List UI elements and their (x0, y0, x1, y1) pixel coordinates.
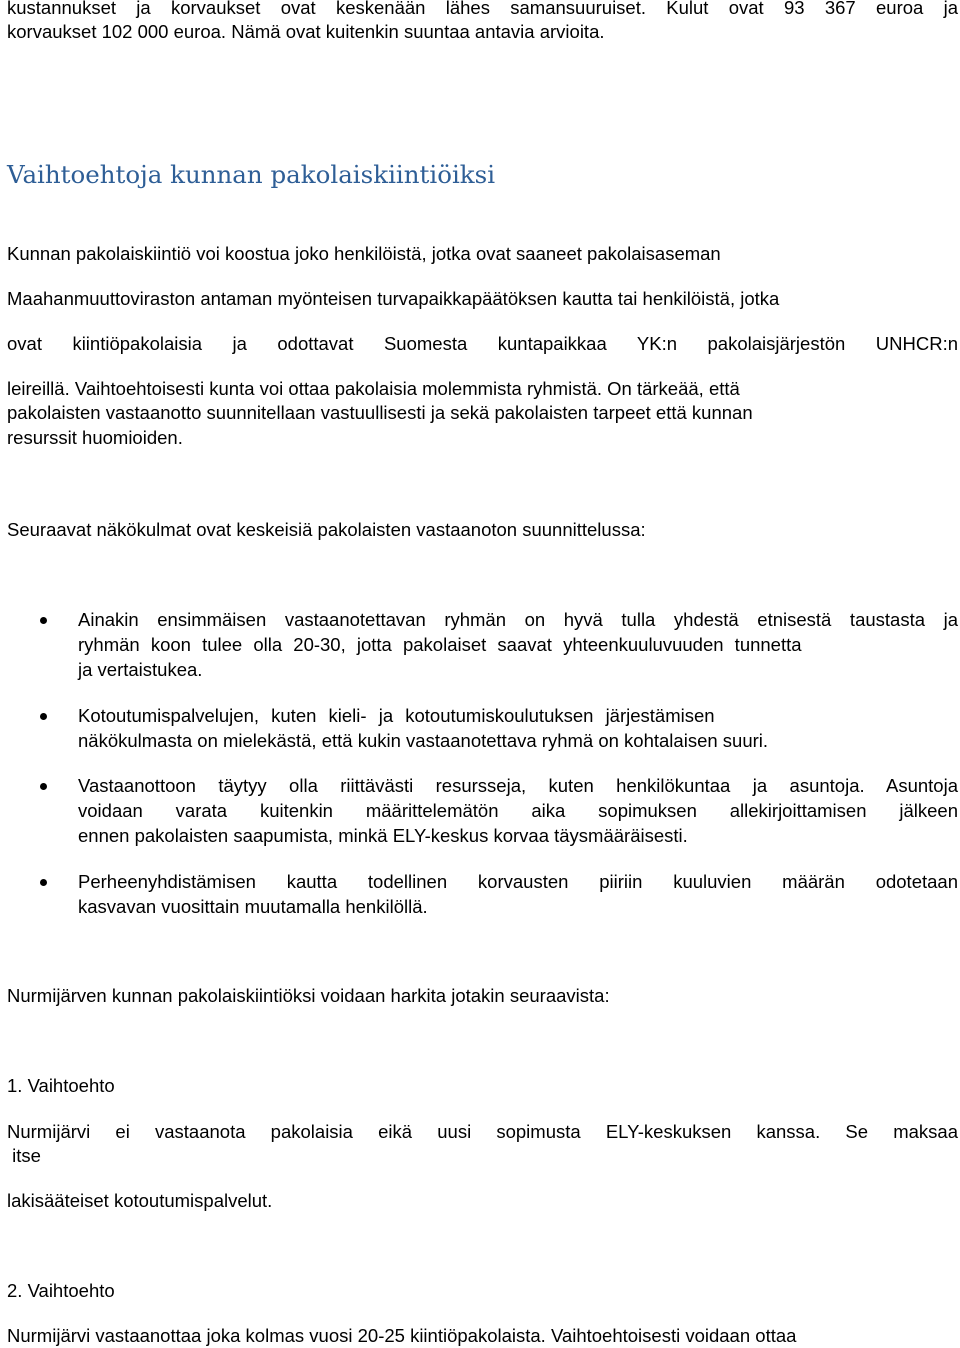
bullet-dot-icon (40, 617, 47, 624)
bullet-3-line-3: ennen pakolaisten saapumista, minkä ELY-keskus korvaa täysmääräisesti. (78, 825, 688, 846)
bullet-1-line-1: Ainakin ensimmäisen vastaanotettavan ryhmän on hyvä tulla yhdestä etnisestä taustasta ja (78, 609, 958, 630)
bullet-4-line-1: Perheenyhdistämisen kautta todellinen korvausten piiriin kuuluvien määrän odotetaan (78, 871, 958, 892)
para1-line-3: ovat kiintiöpakolaisia ja odottavat Suomesta kuntapaikkaa YK:n pakolaisjärjestön UNHCR:n (7, 333, 958, 354)
bullet-dot-icon (40, 713, 47, 720)
bullet-1-line-3: ja vertaistukea. (78, 659, 203, 680)
option2-title: 2. Vaihtoehto (7, 1280, 115, 1301)
intro-line-1: kustannukset ja korvaukset ovat keskenään lähes samansuuruiset. Kulut ovat 93 367 euroa ja (7, 0, 958, 18)
bullet-item-2 (78, 703, 958, 753)
section-heading: Vaihtoehtoja kunnan pakolaiskiintiöiksi (7, 160, 496, 189)
para3-text: Nurmijärven kunnan pakolaiskiintiöksi voidaan harkita jotakin seuraavista: (7, 985, 610, 1006)
para2-text: Seuraavat näkökulmat ovat keskeisiä pakolaisten vastaanoton suunnittelussa: (7, 519, 646, 540)
para1-line-6: resurssit huomioiden. (7, 427, 183, 448)
bullet-4-line-2: kasvavan vuosittain muutamalla henkilöllä. (78, 896, 428, 917)
bullet-2-line-2: näkökulmasta on mielekästä, että kukin vastaanotettava ryhmä on kohtalaisen suuri. (78, 730, 769, 751)
para1-line-2: Maahanmuuttoviraston antaman myönteisen turvapaikkapäätöksen kautta tai henkilöistä, jotka (7, 288, 780, 309)
para1-line-4: leireillä. Vaihtoehtoisesti kunta voi ottaa pakolaisia molemmista ryhmistä. On tärkeää, että (7, 378, 740, 399)
option1-line-1: Nurmijärvi ei vastaanota pakolaisia eikä uusi sopimusta ELY-keskuksen kanssa. Se maksaa (7, 1121, 958, 1142)
bullet-dot-icon (40, 879, 47, 886)
para1-line-5: pakolaisten vastaanotto suunnitellaan vastuullisesti ja sekä pakolaisten tarpeet että kunnan (7, 402, 753, 423)
bullet-item-4 (78, 869, 958, 919)
option1-line-2: itse (7, 1145, 41, 1166)
bullet-3-line-1: Vastaanottoon täytyy olla riittävästi resursseja, kuten henkilökuntaa ja asuntoja. Asuntoja (78, 775, 958, 796)
bullet-item-3 (78, 773, 958, 848)
bullet-dot-icon (40, 783, 47, 790)
option1-line-3: lakisääteiset kotoutumispalvelut. (7, 1190, 273, 1211)
bullet-3-line-2: voidaan varata kuitenkin määrittelemätön aika sopimuksen allekirjoittamisen jälkeen (78, 800, 958, 821)
intro-line-2: korvaukset 102 000 euroa. Nämä ovat kuitenkin suuntaa antavia arvioita. (7, 21, 605, 42)
option1-title: 1. Vaihtoehto (7, 1075, 115, 1096)
para1-line-1: Kunnan pakolaiskiintiö voi koostua joko henkilöistä, jotka ovat saaneet pakolaisaseman (7, 243, 721, 264)
bullet-item-1 (78, 607, 958, 682)
option2-line-1: Nurmijärvi vastaanottaa joka kolmas vuosi 20-25 kiintiöpakolaista. Vaihtoehtoisesti voidaan ottaa (7, 1325, 797, 1346)
bullet-2-line-1: Kotoutumispalvelujen, kuten kieli- ja kotoutumiskoulutuksen järjestämisen (78, 705, 715, 726)
bullet-1-line-2: ryhmän koon tulee olla 20-30, jotta pakolaiset saavat yhteenkuuluvuuden tunnetta (78, 634, 802, 655)
